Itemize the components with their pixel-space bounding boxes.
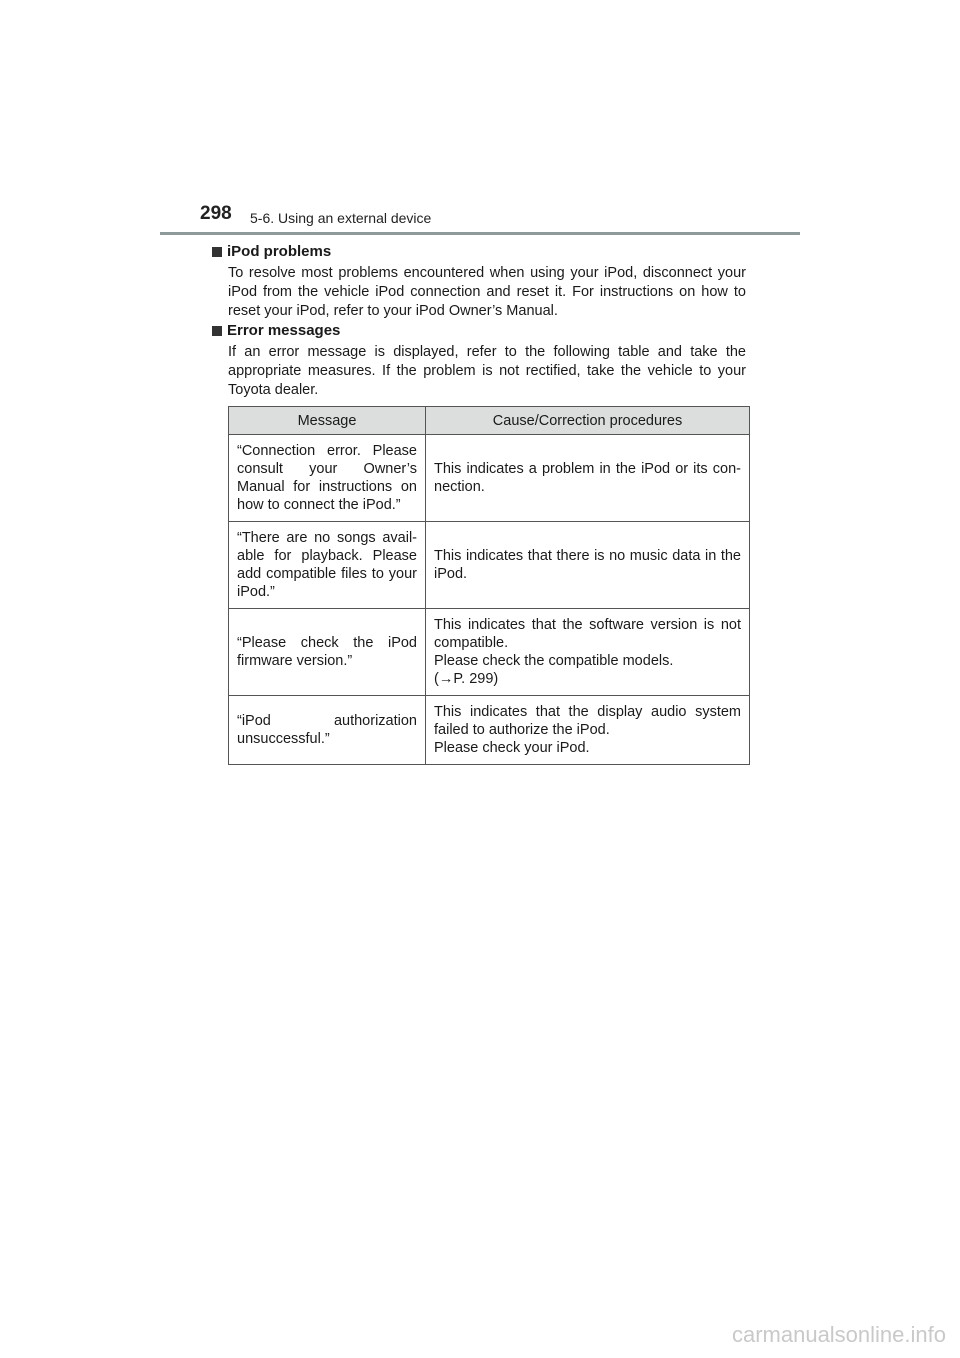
square-bullet-icon <box>212 326 222 336</box>
heading-text: iPod problems <box>227 243 332 260</box>
table-row <box>229 522 750 609</box>
column-header-message: Message <box>229 407 426 435</box>
section-title: 5-6. Using an external device <box>250 210 432 226</box>
header-rule <box>160 232 800 235</box>
cause-line: This indicates that there is no music data in the iPod. <box>434 548 741 582</box>
cause-cell <box>426 435 750 522</box>
table-row <box>229 435 750 522</box>
section-body: To resolve most problems encountered when using your iPod, disconnect your iPod from the vehicle iPod connection and reset it. For instructions on how to reset your iPod, refer to your iPod Owner’s Manual. <box>228 265 746 319</box>
cause-cell <box>426 696 750 765</box>
cause-cell <box>426 522 750 609</box>
square-bullet-icon <box>212 247 222 257</box>
page-number: 298 <box>200 203 232 224</box>
section-body: If an error message is displayed, refer to the following table and take the appropriate measures. If the problem is not rectified, take the vehicle to your Toyota dealer. <box>228 344 746 398</box>
message-cell: “There are no songs avail-able for playback. Please add compatible files to your iPod.” <box>229 522 426 609</box>
cause-cell <box>426 609 750 696</box>
cause-line: This indicates that the display audio system failed to authorize the iPod. <box>434 704 741 738</box>
heading-text: Error messages <box>227 322 341 339</box>
cause-line: Please check your iPod. <box>434 740 590 756</box>
section-error-messages <box>212 321 746 400</box>
table-row <box>229 696 750 765</box>
cause-line: This indicates that the software version is not compatible. <box>434 617 741 651</box>
column-header-cause: Cause/Correction procedures <box>426 407 750 435</box>
cause-line: Please check the compatible models. <box>434 653 674 669</box>
table-header-row <box>229 407 750 435</box>
cause-line: (→P. 299) <box>434 671 499 687</box>
table-row <box>229 609 750 696</box>
cause-line: This indicates a problem in the iPod or its con-nection. <box>434 461 741 495</box>
message-cell: “Please check the iPod firmware version.” <box>229 609 426 696</box>
message-cell: “Connection error. Please consult your Owner’s Manual for instructions on how to connect the iPod.” <box>229 435 426 522</box>
message-cell: “iPod authorization unsuccessful.” <box>229 696 426 765</box>
section-ipod-problems <box>212 242 746 321</box>
section-heading <box>212 242 746 262</box>
watermark: carmanualsonline.info <box>731 1322 946 1347</box>
section-heading <box>212 321 746 341</box>
error-messages-table <box>228 406 750 765</box>
